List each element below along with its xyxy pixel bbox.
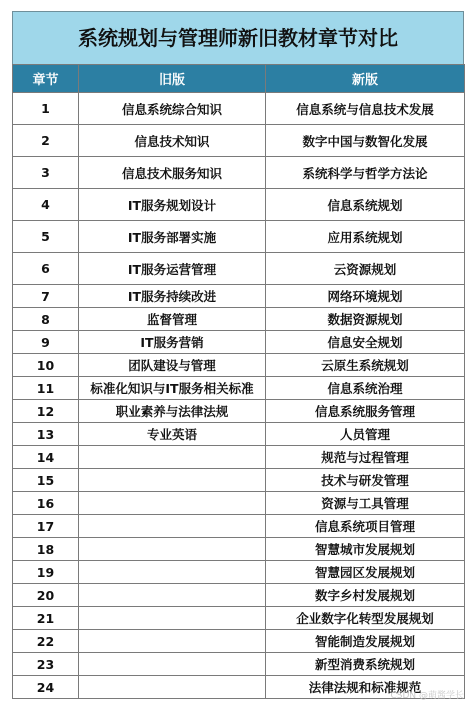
old-version-cell xyxy=(79,584,266,607)
chapter-number-cell: 16 xyxy=(13,492,79,515)
old-version-cell xyxy=(79,607,266,630)
chapter-number-cell: 3 xyxy=(13,157,79,189)
old-version-cell xyxy=(79,561,266,584)
new-version-cell: 信息系统服务管理 xyxy=(266,400,465,423)
old-version-cell: IT服务部署实施 xyxy=(79,221,266,253)
new-version-cell: 系统科学与哲学方法论 xyxy=(266,157,465,189)
chapter-number-cell: 5 xyxy=(13,221,79,253)
old-version-cell: IT服务规划设计 xyxy=(79,189,266,221)
header-row xyxy=(13,65,465,93)
chapter-number-cell: 4 xyxy=(13,189,79,221)
watermark: CSDN @萌酱学长 xyxy=(390,691,464,701)
old-version-cell xyxy=(79,469,266,492)
old-version-cell: 标准化知识与IT服务相关标准 xyxy=(79,377,266,400)
table-row xyxy=(13,354,465,377)
table-row xyxy=(13,93,465,125)
chapter-number-cell: 9 xyxy=(13,331,79,354)
table-row xyxy=(13,125,465,157)
chapter-number-cell: 1 xyxy=(13,93,79,125)
new-version-cell: 规范与过程管理 xyxy=(266,446,465,469)
table-row xyxy=(13,189,465,221)
new-version-cell: 数字乡村发展规划 xyxy=(266,584,465,607)
old-version-cell: 团队建设与管理 xyxy=(79,354,266,377)
old-version-cell: IT服务持续改进 xyxy=(79,285,266,308)
chapter-number-cell: 17 xyxy=(13,515,79,538)
old-version-cell: 专业英语 xyxy=(79,423,266,446)
old-version-cell xyxy=(79,653,266,676)
chapter-number-cell: 19 xyxy=(13,561,79,584)
old-version-cell xyxy=(79,676,266,699)
old-version-cell xyxy=(79,515,266,538)
table-row xyxy=(13,469,465,492)
table-row xyxy=(13,584,465,607)
table-row xyxy=(13,446,465,469)
chapter-number-cell: 6 xyxy=(13,253,79,285)
table-row xyxy=(13,331,465,354)
table-row xyxy=(13,561,465,584)
table-row xyxy=(13,400,465,423)
new-version-cell: 应用系统规划 xyxy=(266,221,465,253)
header-new-version: 新版 xyxy=(266,65,465,93)
new-version-cell: 网络环境规划 xyxy=(266,285,465,308)
chapter-number-cell: 8 xyxy=(13,308,79,331)
chapter-number-cell: 24 xyxy=(13,676,79,699)
chapter-number-cell: 10 xyxy=(13,354,79,377)
old-version-cell xyxy=(79,630,266,653)
old-version-cell xyxy=(79,492,266,515)
new-version-cell: 智慧城市发展规划 xyxy=(266,538,465,561)
table-row xyxy=(13,377,465,400)
new-version-cell: 资源与工具管理 xyxy=(266,492,465,515)
chapter-number-cell: 11 xyxy=(13,377,79,400)
chapter-number-cell: 22 xyxy=(13,630,79,653)
table-row xyxy=(13,423,465,446)
old-version-cell: IT服务运营管理 xyxy=(79,253,266,285)
chapter-number-cell: 23 xyxy=(13,653,79,676)
header-chapter: 章节 xyxy=(13,65,79,93)
old-version-cell: 信息技术服务知识 xyxy=(79,157,266,189)
new-version-cell: 信息系统治理 xyxy=(266,377,465,400)
new-version-cell: 云资源规划 xyxy=(266,253,465,285)
chapter-number-cell: 14 xyxy=(13,446,79,469)
new-version-cell: 数据资源规划 xyxy=(266,308,465,331)
chapter-number-cell: 18 xyxy=(13,538,79,561)
comparison-table xyxy=(12,64,465,699)
table-row xyxy=(13,515,465,538)
new-version-cell: 信息系统规划 xyxy=(266,189,465,221)
new-version-cell: 云原生系统规划 xyxy=(266,354,465,377)
new-version-cell: 数字中国与数智化发展 xyxy=(266,125,465,157)
table-row xyxy=(13,653,465,676)
old-version-cell: 职业素养与法律法规 xyxy=(79,400,266,423)
new-version-cell: 智能制造发展规划 xyxy=(266,630,465,653)
table-body xyxy=(13,93,465,699)
old-version-cell: 监督管理 xyxy=(79,308,266,331)
chapter-number-cell: 7 xyxy=(13,285,79,308)
chapter-number-cell: 21 xyxy=(13,607,79,630)
new-version-cell: 智慧园区发展规划 xyxy=(266,561,465,584)
new-version-cell: 技术与研发管理 xyxy=(266,469,465,492)
comparison-table-container xyxy=(12,11,464,699)
chapter-number-cell: 20 xyxy=(13,584,79,607)
old-version-cell xyxy=(79,538,266,561)
old-version-cell: IT服务营销 xyxy=(79,331,266,354)
new-version-cell: 新型消费系统规划 xyxy=(266,653,465,676)
new-version-cell: 信息系统与信息技术发展 xyxy=(266,93,465,125)
table-row xyxy=(13,221,465,253)
table-row xyxy=(13,630,465,653)
table-row xyxy=(13,308,465,331)
old-version-cell: 信息系统综合知识 xyxy=(79,93,266,125)
chapter-number-cell: 2 xyxy=(13,125,79,157)
new-version-cell: 信息安全规划 xyxy=(266,331,465,354)
new-version-cell: 企业数字化转型发展规划 xyxy=(266,607,465,630)
table-row xyxy=(13,607,465,630)
header-old-version: 旧版 xyxy=(79,65,266,93)
chapter-number-cell: 15 xyxy=(13,469,79,492)
new-version-cell: 人员管理 xyxy=(266,423,465,446)
table-row xyxy=(13,538,465,561)
table-row xyxy=(13,157,465,189)
old-version-cell: 信息技术知识 xyxy=(79,125,266,157)
chapter-number-cell: 12 xyxy=(13,400,79,423)
new-version-cell: 信息系统项目管理 xyxy=(266,515,465,538)
old-version-cell xyxy=(79,446,266,469)
table-row xyxy=(13,285,465,308)
new-version-cell: 法律法规和标准规范 xyxy=(266,676,465,699)
chapter-number-cell: 13 xyxy=(13,423,79,446)
table-row xyxy=(13,253,465,285)
table-title: 系统规划与管理师新旧教材章节对比 xyxy=(12,11,464,64)
table-row xyxy=(13,492,465,515)
